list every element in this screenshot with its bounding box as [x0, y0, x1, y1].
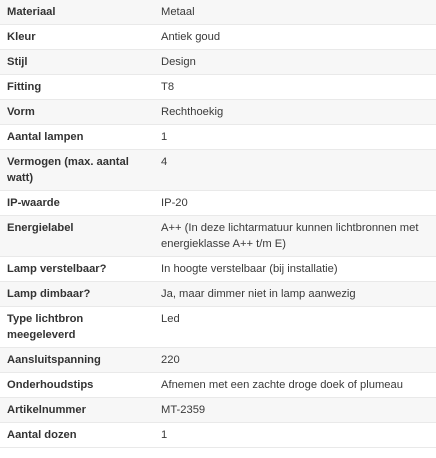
spec-label: Type lichtbron meegeleverd [7, 313, 84, 341]
spec-label: Aantal dozen [7, 429, 77, 441]
spec-row-energielabel [0, 216, 436, 257]
spec-value: 220 [161, 354, 180, 366]
spec-label: Aantal lampen [7, 131, 84, 143]
spec-row-vorm [0, 100, 436, 125]
spec-row-lamp-dimbaar [0, 282, 436, 307]
spec-row-materiaal [0, 0, 436, 25]
spec-value: A++ (In deze lichtarmatuur kunnen lichtbronnen met energieklasse A++ t/m E) [161, 222, 419, 250]
spec-row-aantal-dozen [0, 423, 436, 448]
spec-row-aansluitspanning [0, 348, 436, 373]
spec-row-lamp-verstelbaar [0, 257, 436, 282]
spec-row-onderhoudstips [0, 373, 436, 398]
spec-row-aantal-lampen [0, 125, 436, 150]
spec-label: Aansluitspanning [7, 354, 101, 366]
spec-value: Metaal [161, 6, 195, 18]
spec-value: Led [161, 313, 180, 325]
spec-row-artikelnummer [0, 398, 436, 423]
spec-row-ip-waarde [0, 191, 436, 216]
spec-row-type-lichtbron [0, 307, 436, 348]
spec-label: Kleur [7, 31, 36, 43]
spec-value: Afnemen met een zachte droge doek of plumeau [161, 379, 403, 391]
spec-label: Materiaal [7, 6, 56, 18]
spec-row-fitting [0, 75, 436, 100]
spec-label: Vorm [7, 106, 35, 118]
spec-row-kleur [0, 25, 436, 50]
spec-row-stijl [0, 50, 436, 75]
spec-value: 1 [161, 131, 168, 143]
spec-label: Energielabel [7, 222, 74, 234]
spec-label: Artikelnummer [7, 404, 86, 416]
spec-value: MT-2359 [161, 404, 206, 416]
spec-label: Onderhoudstips [7, 379, 94, 391]
spec-value: 4 [161, 156, 168, 168]
spec-value: Design [161, 56, 196, 68]
spec-value: IP-20 [161, 197, 188, 209]
spec-row-vermogen [0, 150, 436, 191]
spec-value: Ja, maar dimmer niet in lamp aanwezig [161, 288, 356, 300]
spec-label: Lamp verstelbaar? [7, 263, 107, 275]
spec-value: In hoogte verstelbaar (bij installatie) [161, 263, 338, 275]
spec-label: Stijl [7, 56, 28, 68]
spec-label: IP-waarde [7, 197, 60, 209]
spec-label: Fitting [7, 81, 42, 93]
spec-value: T8 [161, 81, 175, 93]
spec-value: 1 [161, 429, 168, 441]
spec-value: Antiek goud [161, 31, 221, 43]
spec-label: Lamp dimbaar? [7, 288, 91, 300]
spec-value: Rechthoekig [161, 106, 224, 118]
spec-label: Vermogen (max. aantal watt) [7, 156, 129, 184]
